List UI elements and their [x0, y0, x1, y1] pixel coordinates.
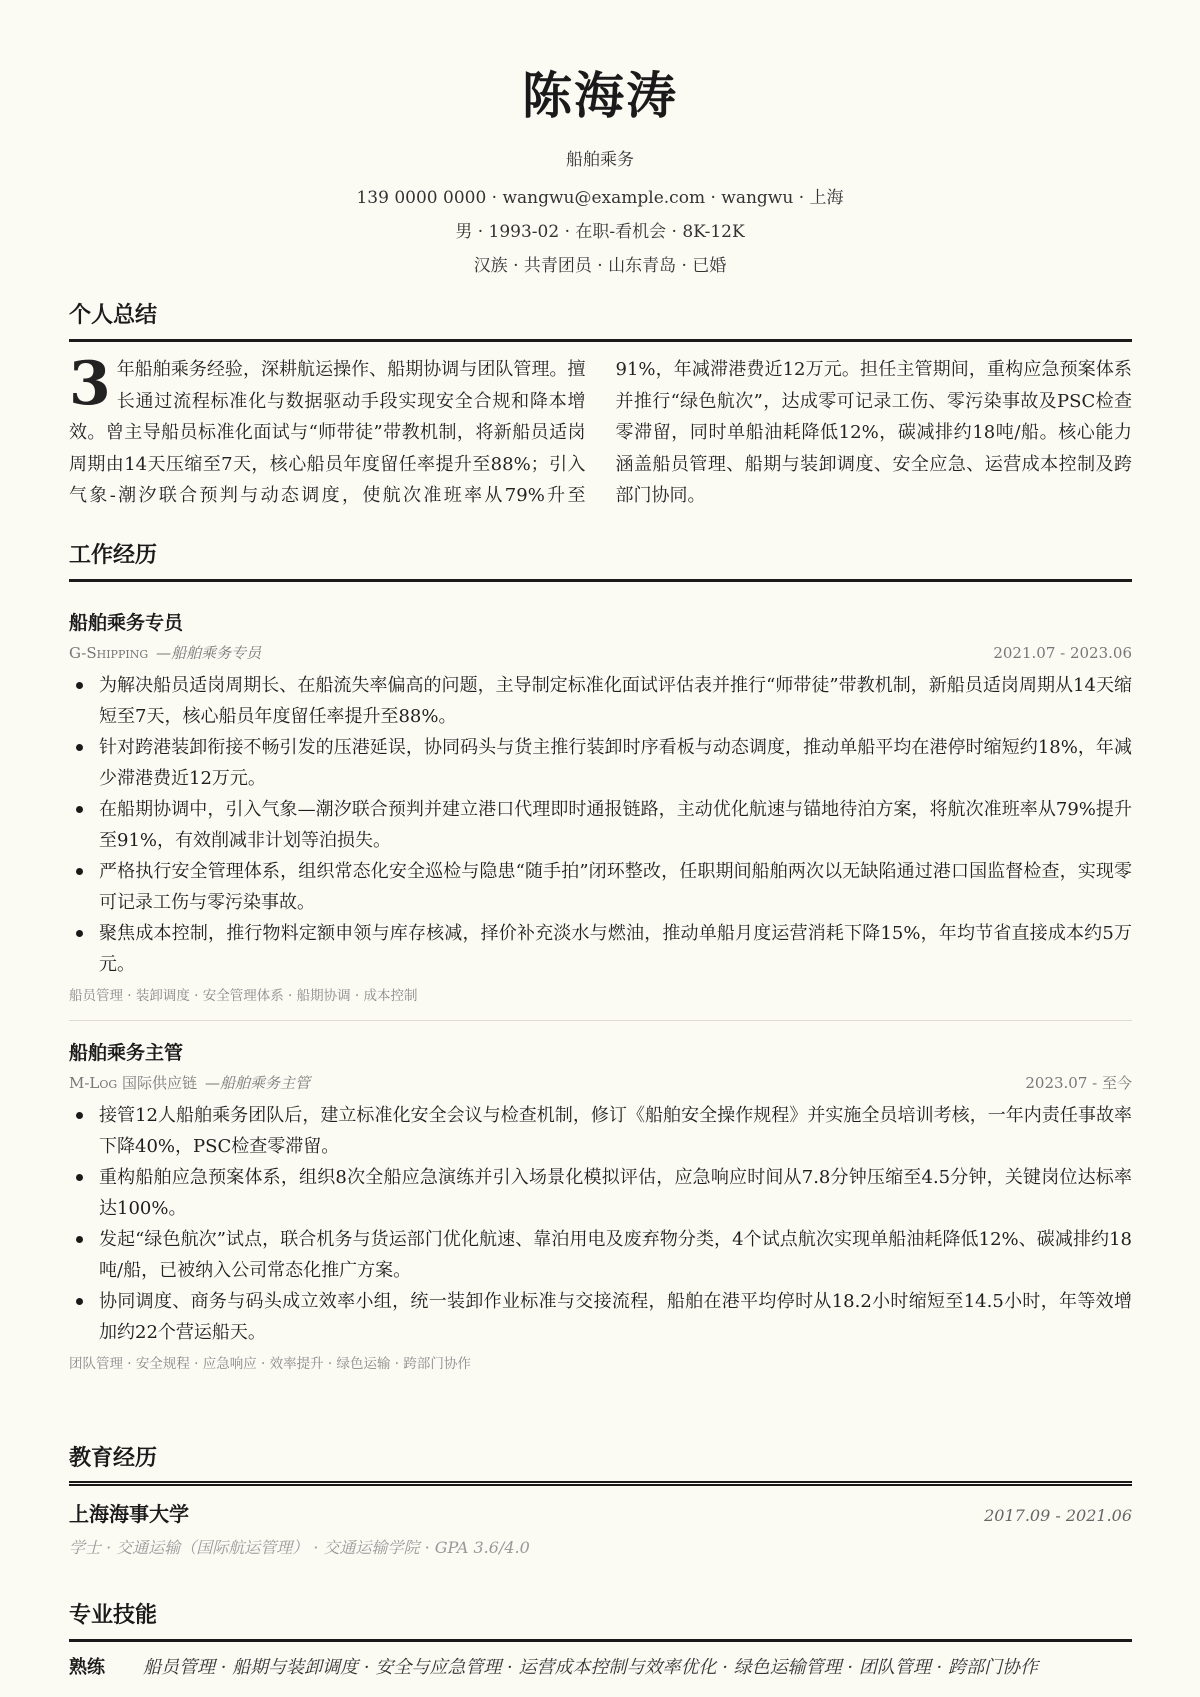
summary-section — [69, 300, 1132, 512]
personal-info-line: 汉族 · 共青团员 · 山东青岛 · 已婚 — [473, 256, 727, 276]
job-bullet: 为解决船员适岗周期长、在船流失率偏高的问题，主导制定标准化面试评估表并推行“师带徒”带教机制，新船员适岗周期从14天缩短至7天，核心船员年度留任率提升至88%。 — [69, 670, 1132, 732]
job-meta — [69, 642, 1132, 664]
summary-dropcap: 3 — [69, 349, 111, 419]
job-bullet: 接管12人船舶乘务团队后，建立标准化安全会议与检查机制，修订《船舶安全操作规程》并实施全员培训考核，一年内责任事故率下降40%，PSC检查零滞留。 — [69, 1100, 1132, 1162]
education-detail: 学士 · 交通运输（国际航运管理） · 交通运输学院 · GPA 3.6/4.0 — [69, 1538, 530, 1557]
school-name: 上海海事大学 — [69, 1502, 189, 1526]
job-entry — [69, 609, 1132, 1021]
job-dates: 2021.07 - 2023.06 — [993, 644, 1132, 662]
company-name: G-Shipping — [69, 644, 149, 662]
section-title-skills: 专业技能 — [69, 1600, 1132, 1642]
skills-section — [69, 1600, 1132, 1682]
contact-line: 139 0000 0000 · wangwu@example.com · wangwu · 上海 — [356, 188, 844, 208]
skill-row — [69, 1654, 1132, 1682]
resume-header — [0, 0, 1200, 278]
job-dates: 2023.07 - 至今 — [1025, 1074, 1132, 1092]
section-title-education: 教育经历 — [69, 1443, 1132, 1486]
job-tags: 团队管理 · 安全规程 · 应急响应 · 效率提升 · 绿色运输 · 跨部门协作 — [69, 1356, 471, 1372]
job-bullet: 发起“绿色航次”试点，联合机务与货运部门优化航速、靠泊用电及废弃物分类，4个试点航次实现单船油耗降低12%、碳减排约18吨/船，已被纳入公司常态化推广方案。 — [69, 1224, 1132, 1286]
job-title: 船舶乘务专员 — [69, 612, 184, 634]
job-bullet: 协同调度、商务与码头成立效率小组，统一装卸作业标准与交接流程，船舶在港平均停时从18.2小时缩短至14.5小时，年等效增加约22个营运船天。 — [69, 1286, 1132, 1348]
job-role: —船舶乘务主管 — [204, 1074, 310, 1092]
job-title: 船舶乘务主管 — [69, 1042, 184, 1064]
skill-items: 船员管理 · 船期与装卸调度 · 安全与应急管理 · 运营成本控制与效率优化 · 绿色运输管理 · 团队管理 · 跨部门协作 — [143, 1657, 1038, 1678]
job-bullet: 聚焦成本控制，推行物料定额申领与库存核减，择价补充淡水与燃油，推动单船月度运营消耗下降15%，年均节省直接成本约5万元。 — [69, 918, 1132, 980]
job-bullet: 严格执行安全管理体系，组织常态化安全巡检与隐患“随手拍”闭环整改，任职期间船舶两次以无缺陷通过港口国监督检查，实现零可记录工伤与零污染事故。 — [69, 856, 1132, 918]
summary-text — [69, 349, 1132, 512]
education-row — [69, 1500, 1132, 1528]
education-section — [69, 1443, 1132, 1560]
job-bullet: 在船期协调中，引入气象—潮汐联合预判并建立港口代理即时通报链路，主动优化航速与锚地待泊方案，将航次准班率从79%提升至91%，有效削减非计划等泊损失。 — [69, 794, 1132, 856]
job-meta — [69, 1072, 1132, 1094]
job-intention: 船舶乘务 — [566, 150, 634, 170]
skill-level: 熟练 — [69, 1657, 105, 1678]
job-entry — [69, 1039, 1132, 1374]
company-name: M-Log 国际供应链 — [69, 1074, 197, 1092]
job-bullet: 针对跨港装卸衔接不畅引发的压港延误，协同码头与货主推行装卸时序看板与动态调度，推动单船平均在港停时缩短约18%，年减少滞港费近12万元。 — [69, 732, 1132, 794]
education-dates: 2017.09 - 2021.06 — [984, 1506, 1132, 1525]
job-tags: 船员管理 · 装卸调度 · 安全管理体系 · 船期协调 · 成本控制 — [69, 988, 418, 1004]
job-role: —船舶乘务专员 — [156, 644, 262, 662]
summary-body: 年船舶乘务经验，深耕航运操作、船期协调与团队管理。擅长通过流程标准化与数据驱动手段实现安全合规和降本增效。曾主导船员标准化面试与“师带徒”带教机制，将新船员适岗周期由14天压缩至7天，核心船员年度留任率提升至88%；引入气象-潮汐联合预判与动态调度，使航次准班率从79%升至91%，年减滞港费近12万元。担任主管期间，重构应急预案体系并推行“绿色航次”，达成零可记录工伤、零污染事故及PSC检查零滞留，同时单船油耗降低12%，碳减排约18吨/船。核心能力涵盖船员管理、船期与装卸调度、安全应急、运营成本控制及跨部门协同。 — [69, 359, 1132, 506]
job-bullets — [69, 1100, 1132, 1348]
job-bullet: 重构船舶应急预案体系，组织8次全船应急演练并引入场景化模拟评估，应急响应时间从7.8分钟压缩至4.5分钟，关键岗位达标率达100%。 — [69, 1162, 1132, 1224]
section-title-work: 工作经历 — [69, 540, 1132, 582]
job-divider — [69, 1020, 1132, 1021]
basic-info-line: 男 · 1993-02 · 在职-看机会 · 8K-12K — [455, 222, 745, 242]
job-bullets — [69, 670, 1132, 980]
work-section — [69, 540, 1132, 1374]
section-title-summary: 个人总结 — [69, 300, 1132, 342]
candidate-name: 陈海涛 — [522, 66, 678, 125]
